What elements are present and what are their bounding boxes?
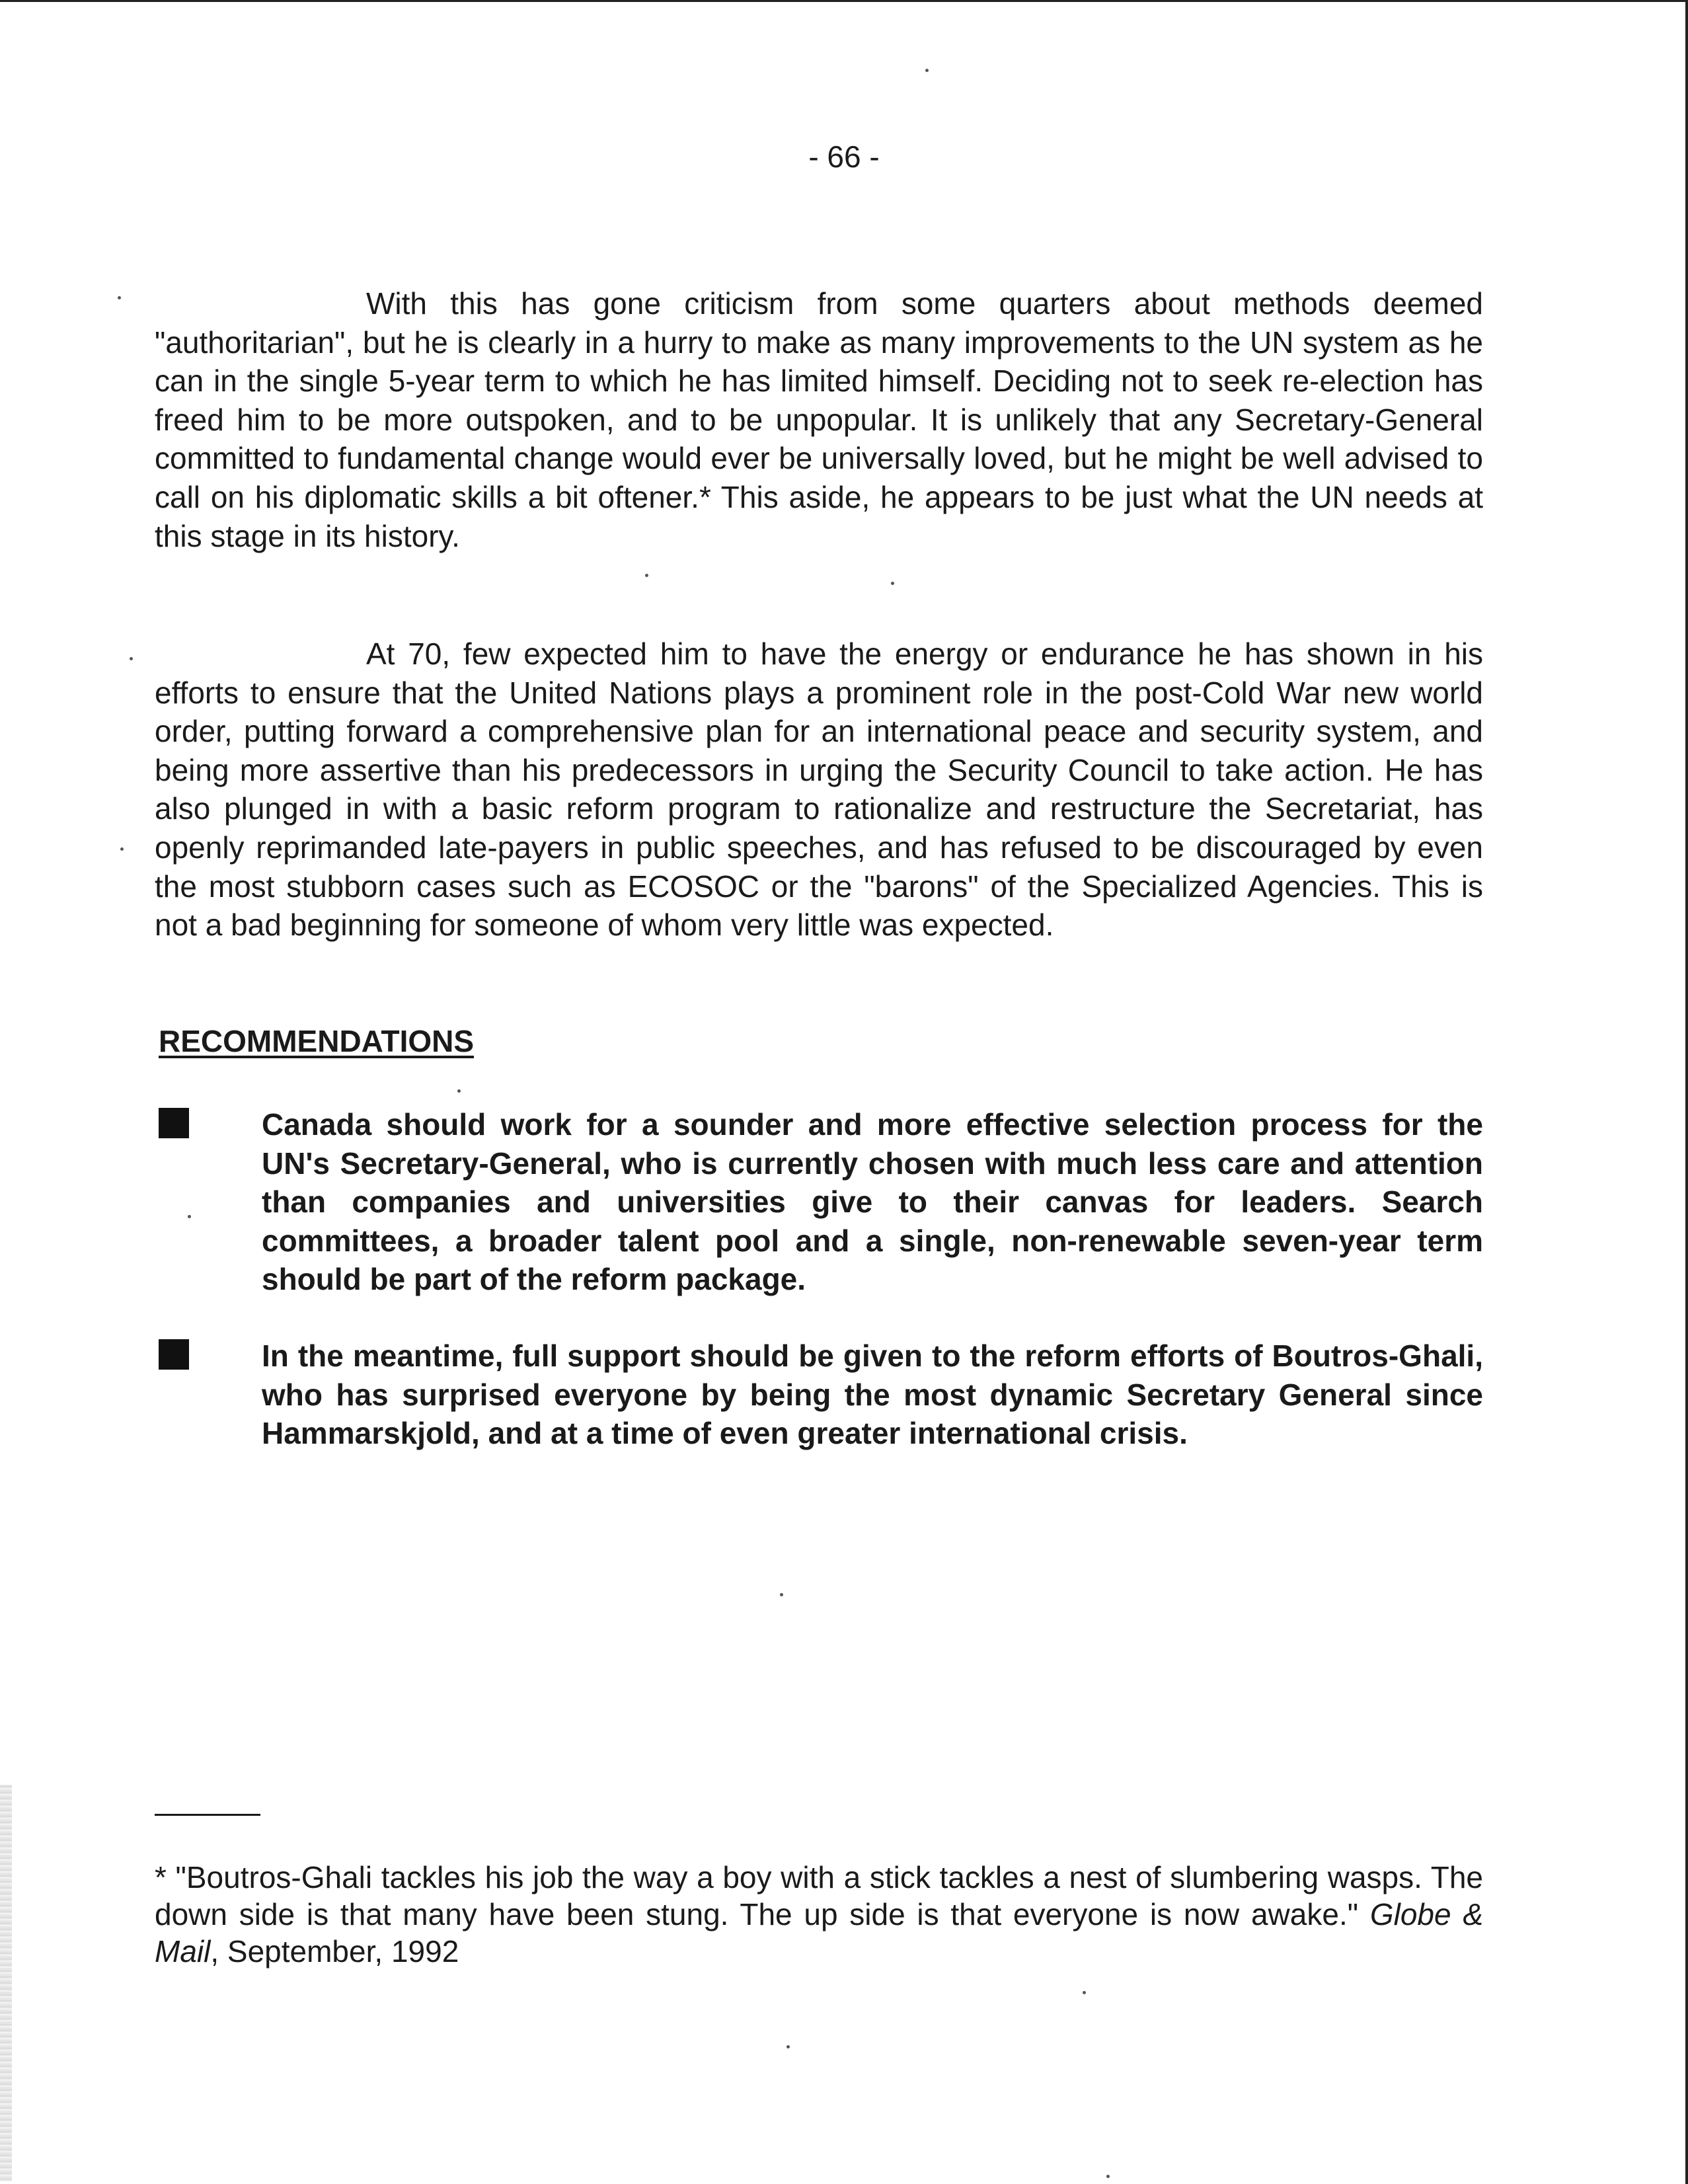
- body-paragraph-2: At 70, few expected him to have the energy or endurance he has shown in his efforts to ensure that the United Nations plays a prominent role in the post-Cold War new world order, putting forward a comprehensive plan for an international peace and security system, and being more assertive than his predecessors in urging the Security Council to take action. He has also plunged in with a basic reform program to rationalize and restructure the Secretariat, has openly reprimanded late-payers in public speeches, and has refused to be discouraged by even the most stubborn cases such as ECOSOC or the "barons" of the Specialized Agencies. This is not a bad beginning for someone of whom very little was expected.: [155, 637, 1483, 943]
- recommendations-heading: RECOMMENDATIONS: [159, 1024, 475, 1058]
- page-number: - 66 -: [808, 139, 880, 174]
- footnote-source: Globe & Mail: [155, 1897, 1484, 1969]
- body-paragraph-1: With this has gone criticism from some quarters about methods deemed "authoritarian", but he is clearly in a hurry to make as many improvements to the UN system as he can in the single 5-year term to which he has limited himself. Deciding not to seek re-election has freed him to be more outspoken, and to be unpopular. It is unlikely that any Secretary-General committed to fundamental change would ever be universally loved, but he might be well advised to call on his diplomatic skills a bit oftener.* This aside, he appears to be just what the UN needs at this stage in its history.: [155, 286, 1483, 553]
- scan-speck: [118, 296, 121, 299]
- scan-speck: [780, 1593, 783, 1596]
- scan-speck: [925, 69, 929, 72]
- scan-speck: [891, 582, 894, 585]
- scan-speck: [188, 1215, 191, 1218]
- square-bullet-icon: [159, 1108, 189, 1138]
- scan-speck: [786, 2045, 790, 2048]
- scan-speck: [1106, 2175, 1110, 2178]
- scan-speck: [457, 1089, 461, 1093]
- footnote-divider: [155, 1814, 260, 1816]
- footnote: [155, 1859, 1483, 1970]
- scan-speck: [645, 574, 648, 577]
- recommendation-text: Canada should work for a sounder and more effective selection process for the UN's Secretary-General, who is currently chosen with much less care and attention than companies and universities give to their canvas for leaders. Search committees, a broader talent pool and a single, non-renewable seven-year term should be part of the reform package.: [262, 1107, 1483, 1297]
- square-bullet-icon: [159, 1339, 189, 1370]
- scan-edge-artifact: [0, 1785, 12, 2181]
- footnote-text: * "Boutros-Ghali tackles his job the way a boy with a stick tackles a nest of slumbering wasps. The down side is that many have been stung. The up side is that everyone is now awake.": [155, 1860, 1483, 1931]
- scan-speck: [130, 657, 133, 660]
- footnote-date: , September, 1992: [210, 1934, 459, 1969]
- scan-speck: [1083, 1991, 1086, 1994]
- recommendation-text: In the meantime, full support should be given to the reform efforts of Boutros-Ghali, who has surprised everyone by being the most dynamic Secretary General since Hammarskjold, and at a time of even greater international crisis.: [262, 1339, 1483, 1451]
- scan-speck: [120, 847, 124, 851]
